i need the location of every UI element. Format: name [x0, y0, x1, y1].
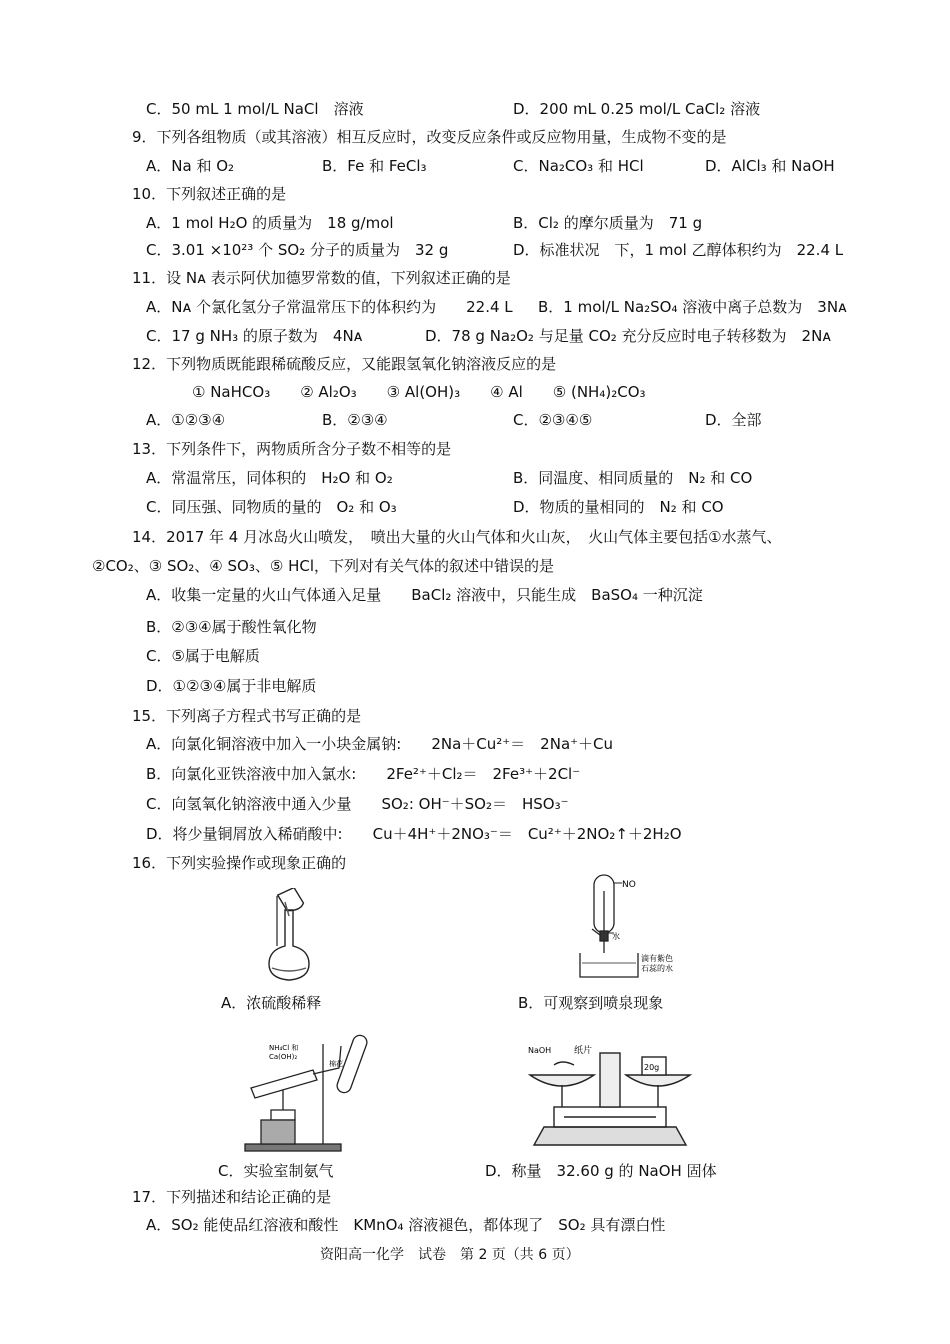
q12-option-a: A．①②③④ — [146, 411, 226, 429]
page-footer: 资阳高一化学 试卷 第 2 页（共 6 页） — [320, 1247, 580, 1263]
q9-option-d: D．AlCl₃ 和 NaOH — [705, 157, 835, 175]
figure-c-caption: C．实验室制氨气 — [218, 1162, 334, 1180]
q11-option-c: C．17 g NH₃ 的原子数为 4Nᴀ — [146, 327, 363, 345]
q17-option-a: A．SO₂ 能使品红溶液和酸性 KMnO₄ 溶液褪色，都体现了 SO₂ 具有漂白性 — [146, 1216, 666, 1234]
q11-option-a: A．Nᴀ 个氯化氢分子常温常压下的体积约为 22.4 L — [146, 298, 513, 316]
q11-option-d: D．78 g Na₂O₂ 与足量 CO₂ 充分反应时电子转移数为 2Nᴀ — [425, 327, 832, 345]
q9-option-b: B．Fe 和 FeCl₃ — [322, 157, 427, 175]
q9-option-a: A．Na 和 O₂ — [146, 157, 235, 175]
q12-option-d: D．全部 — [705, 411, 762, 429]
figure-c-ammonia-setup — [243, 1028, 378, 1154]
q13-option-c: C．同压强、同物质的量的 O₂ 和 O₃ — [146, 498, 397, 516]
q11-option-b: B．1 mol/L Na₂SO₄ 溶液中离子总数为 3Nᴀ — [538, 298, 847, 316]
figure-b-label-water: 水 — [612, 932, 620, 941]
q8-option-d: D．200 mL 0.25 mol/L CaCl₂ 溶液 — [513, 100, 761, 118]
figure-c-label-cotton: 棉花 — [329, 1060, 343, 1068]
q9-stem: 9．下列各组物质（或其溶液）相互反应时，改变反应条件或反应物用量，生成物不变的是 — [132, 128, 727, 146]
figure-b-fountain — [578, 873, 673, 983]
q10-option-a: A．1 mol H₂O 的质量为 18 g/mol — [146, 214, 394, 232]
q16-stem: 16．下列实验操作或现象正确的 — [132, 854, 347, 872]
figure-b-label-litmus-2: 石蕊的水 — [641, 964, 673, 973]
figure-b-label-no: NO — [622, 880, 636, 890]
q10-option-c: C．3.01 ×10²³ 个 SO₂ 分子的质量为 32 g — [146, 241, 449, 259]
figure-d-label-paper: 纸片 — [574, 1046, 593, 1056]
q15-stem: 15．下列离子方程式书写正确的是 — [132, 707, 362, 725]
q10-option-d: D．标准状况 下，1 mol 乙醇体积约为 22.4 L — [513, 241, 844, 259]
q11-stem: 11．设 Nᴀ 表示阿伏加德罗常数的值，下列叙述正确的是 — [132, 269, 511, 287]
q14-option-d: D．①②③④属于非电解质 — [146, 677, 317, 695]
q15-option-d: D．将少量铜屑放入稀硝酸中: Cu＋4H⁺＋2NO₃⁻＝ Cu²⁺＋2NO₂↑＋2H₂O — [146, 825, 682, 843]
q10-stem: 10．下列叙述正确的是 — [132, 185, 287, 203]
q13-option-a: A．常温常压，同体积的 H₂O 和 O₂ — [146, 469, 393, 487]
figure-d-label-naoh: NaOH — [528, 1046, 552, 1055]
q14-stem-line2: ②CO₂、③ SO₂、④ SO₃、⑤ HCl，下列对有关气体的叙述中错误的是 — [92, 557, 554, 575]
figure-d-balance — [524, 1035, 696, 1155]
q14-stem-line1: 14．2017 年 4 月冰岛火山喷发， 喷出大量的火山气体和火山灰， 火山气体主要包括①水蒸气、 — [132, 528, 782, 546]
figure-d-label-weight: 20g — [644, 1063, 660, 1072]
q13-option-b: B．同温度、相同质量的 N₂ 和 CO — [513, 469, 753, 487]
q12-option-b: B．②③④ — [322, 411, 388, 429]
figure-a-caption: A．浓硫酸稀释 — [221, 994, 322, 1012]
q15-option-b: B．向氯化亚铁溶液中加入氯水: 2Fe²⁺＋Cl₂＝ 2Fe³⁺＋2Cl⁻ — [146, 765, 581, 783]
q14-option-c: C．⑤属于电解质 — [146, 647, 260, 665]
q12-substances: ① NaHCO₃ ② Al₂O₃ ③ Al(OH)₃ ④ Al ⑤ (NH₄)₂CO₃ — [192, 383, 646, 401]
figure-c-label-reagent-2: Ca(OH)₂ — [269, 1053, 298, 1061]
q13-stem: 13．下列条件下，两物质所含分子数不相等的是 — [132, 440, 452, 458]
figure-c-label-reagent-1: NH₄Cl 和 — [269, 1044, 299, 1052]
q8-option-c: C．50 mL 1 mol/L NaCl 溶液 — [146, 100, 364, 118]
q10-option-b: B．Cl₂ 的摩尔质量为 71 g — [513, 214, 703, 232]
q14-option-a: A．收集一定量的火山气体通入足量 BaCl₂ 溶液中，只能生成 BaSO₄ 一种沉淀 — [146, 586, 703, 604]
q12-option-c: C．②③④⑤ — [513, 411, 593, 429]
figure-b-label-litmus-1: 滴有紫色 — [641, 954, 673, 963]
q15-option-c: C．向氢氧化钠溶液中通入少量 SO₂: OH⁻＋SO₂＝ HSO₃⁻ — [146, 795, 569, 813]
figure-a-flask-dilution — [255, 888, 335, 986]
figure-b-caption: B．可观察到喷泉现象 — [518, 994, 664, 1012]
q9-option-c: C．Na₂CO₃ 和 HCl — [513, 157, 644, 175]
q14-option-b: B．②③④属于酸性氧化物 — [146, 618, 317, 636]
figure-d-caption: D．称量 32.60 g 的 NaOH 固体 — [485, 1162, 717, 1180]
q12-stem: 12．下列物质既能跟稀硫酸反应，又能跟氢氧化钠溶液反应的是 — [132, 355, 557, 373]
q13-option-d: D．物质的量相同的 N₂ 和 CO — [513, 498, 724, 516]
q17-stem: 17．下列描述和结论正确的是 — [132, 1188, 332, 1206]
q15-option-a: A．向氯化铜溶液中加入一小块金属钠: 2Na＋Cu²⁺＝ 2Na⁺＋Cu — [146, 735, 614, 753]
